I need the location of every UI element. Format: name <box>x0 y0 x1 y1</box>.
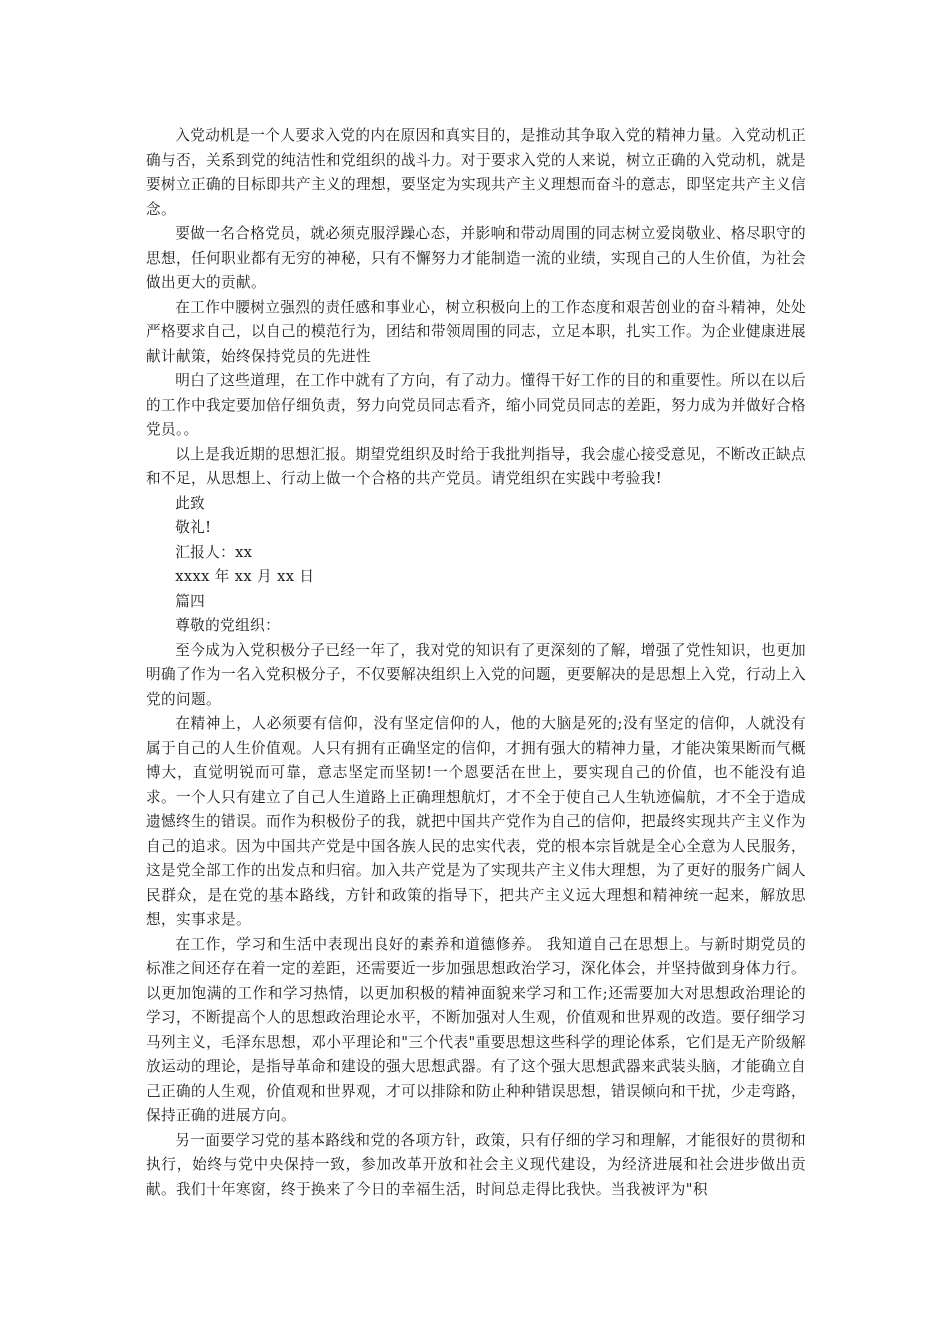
paragraph-responsibility: 在工作中腰树立强烈的责任感和事业心，树立积极向上的工作态度和艰苦创业的奋斗精神，处处严格要求自己，以自己的模范行为，团结和带领周围的同志，立足本职，扎实工作。为企业健康进展献计献策，始终保持党员的先进性 <box>146 298 806 365</box>
reporter-line: 汇报人：xx <box>175 543 253 561</box>
paragraph-qualified-member: 要做一名合格党员，就必须克服浮躁心态，并影响和带动周围的同志树立爱岗敬业、格尽职守的思想，任何职业都有无穷的神秘，只有不懈努力才能制造一流的业绩，实现自己的人生价值，为社会做出更大的贡献。 <box>146 225 806 291</box>
paragraph-work-study: 在工作，学习和生活中表现出良好的素养和道德修养。 我知道自己在思想上。与新时期党员的标准之间还存在着一定的差距，还需要近一步加强思想政治学习，深化体会，并坚持做到身体力行。以更加饱满的工作和学习热情，以更加积极的精神面貌来学习和工作;还需要加大对思想政治理论的学习，不断提高个人的思想政治理论水平，不断加强对人生观，价值观和世界观的改造。要仔细学习马列主义，毛泽东思想，邓小平理论和"三个代表"重要思想这些科学的理论体系，它们是无产阶级解放运动的理论，是指导革命和建设的强大思想武器。有了这个强大思想武器来武装头脑，才能确立自己正确的人生观，价值观和世界观，才可以排除和防止种种错误思想，错误倾向和干扰，少走弯路，保持正确的进展方向。 <box>146 935 806 1124</box>
closing-jingli: 敬礼! <box>175 519 212 536</box>
paragraph-belief: 在精神上，人必须要有信仰，没有坚定信仰的人，他的大脑是死的;没有坚定的信仰，人就没有属于自己的人生价值观。人只有拥有正确坚定的信仰，才拥有强大的精神力量，才能决策果断而气概博大，直觉明锐而可靠，意志坚定而坚韧!一个恩要活在世上，要实现自己的价值，也不能没有追求。一个人只有建立了自己人生道路上正确理想航灯，才不全于使自己人生轨迹偏航，才不全于造成遗憾终生的错误。而作为积极份子的我，就把中国共产党作为自己的信仰，把最终实现共产主义作为自己的追求。因为中国共产党是中国各族人民的忠实代表，党的根本宗旨就是全心全意为人民服务，这是党全部工作的出发点和归宿。加入共产党是为了实现共产主义伟大理想，为了更好的服务广阔人民群众，是在党的基本路线，方针和政策的指导下，把共产主义远大理想和精神统一起来，解放思想，实事求是。 <box>146 715 806 928</box>
paragraph-understanding: 明白了这些道理，在工作中就有了方向，有了动力。懂得干好工作的目的和重要性。所以在以后的工作中我定要加倍仔细负责，努力向党员同志看齐，缩小同党员同志的差距，努力成为并做好合格党员。。 <box>146 372 806 438</box>
closing-cizhi: 此致 <box>175 494 206 512</box>
section-heading: 篇四 <box>175 592 206 610</box>
paragraph-basic-line: 另一面要学习党的基本路线和党的各项方针，政策，只有仔细的学习和理解，才能很好的贯彻和执行，始终与党中央保持一致，参加改革开放和社会主义现代建设，为经济进展和社会进步做出贡献。我们十年寒窗，终于换来了今日的幸福生活，时间总走得比我快。当我被评为"积 <box>146 1131 806 1198</box>
date-line: xxxx 年 xx 月 xx 日 <box>175 568 315 585</box>
paragraph-one-year: 至今成为入党积极分子已经一年了，我对党的知识有了更深刻的了解，增强了党性知识，也更加明确了作为一名入党积极分子，不仅要解决组织上入党的问题，更要解决的是思想上入党，行动上入党的问题。 <box>146 641 806 708</box>
paragraph-motivation: 入党动机是一个人要求入党的内在原因和真实目的，是推动其争取入党的精神力量。入党动机正确与否，关系到党的纯洁性和党组织的战斗力。对于要求入党的人来说，树立正确的入党动机，就是要树立正确的目标即共产主义的理想，要坚定为实现共产主义理想而奋斗的意志，即坚定共产主义信念。 <box>146 127 806 218</box>
document-page <box>146 124 806 1202</box>
salutation: 尊敬的党组织： <box>175 617 281 634</box>
paragraph-report-summary: 以上是我近期的思想汇报。期望党组织及时给于我批判指导，我会虚心接受意见，不断改正缺点和不足，从思想上、行动上做一个合格的共产党员。请党组织在实践中考验我! <box>146 445 806 487</box>
